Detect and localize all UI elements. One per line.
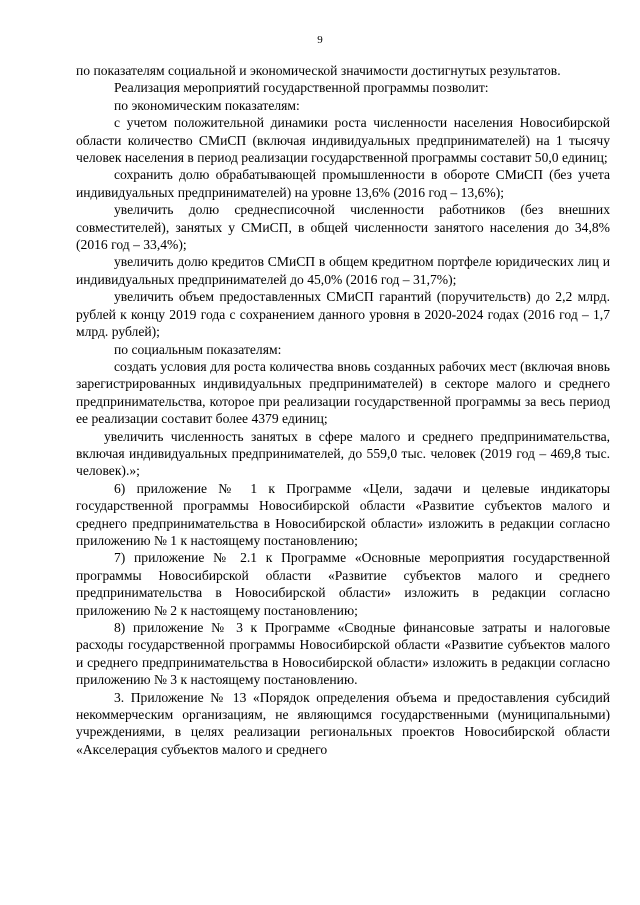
paragraph: увеличить объем предоставленных СМиСП гарантий (поручительств) до 2,2 млрд. рублей к концу 2019 года с сохранением данного уровня в 2020-2024 годах (2016 год – 1,7 млрд. рублей); — [76, 289, 610, 340]
paragraph: увеличить долю среднесписочной численности работников (без внешних совместителей), занятых у СМиСП, в общей численности занятого населения до 34,8% (2016 год – 33,4%); — [76, 202, 610, 253]
paragraph: 6) приложение № 1 к Программе «Цели, задачи и целевые индикаторы государственной программы Новосибирской области «Развитие субъектов малого и среднего предпринимательства в Новосибирской области» изложить в редакции согласно приложению № 1 к настоящему постановлению; — [76, 480, 610, 548]
paragraph: по социальным показателям: — [114, 341, 282, 357]
paragraph: 7) приложение № 2.1 к Программе «Основные мероприятия государственной программы Новосибирской области «Развитие субъектов малого и среднего предпринимательства в Новосибирской области» изложить в редакции согласно приложению № 2 к настоящему постановлению; — [76, 550, 610, 618]
paragraph: увеличить численность занятых в сфере малого и среднего предпринимательства, включая индивидуальных предпринимателей, до 559,0 тыс. человек (2019 год – 469,8 тыс. человек).»; — [76, 428, 610, 479]
paragraph: сохранить долю обрабатывающей промышленности в обороте СМиСП (без учета индивидуальных предпринимателей) на уровне 13,6% (2016 год – 13,6%); — [76, 167, 610, 200]
paragraph: создать условия для роста количества вновь созданных рабочих мест (включая вновь зарегистрированных индивидуальных предпринимателей) в секторе малого и среднего предпринимательства, которое при реализации государственной программы за весь период ее реализации составит более 4379 единиц; — [76, 358, 610, 427]
paragraph: увеличить долю кредитов СМиСП в общем кредитном портфеле юридических лиц и индивидуальных предпринимателей до 45,0% (2016 год – 31,7%); — [76, 254, 610, 287]
paragraph: 8) приложение № 3 к Программе «Сводные финансовые затраты и налоговые расходы государственной программы Новосибирской области «Развитие субъектов малого и среднего предпринимательства в Новосибирской области» изложить в редакции согласно приложению № 3 к настоящему постановлению. — [76, 620, 610, 688]
page-number: 9 — [317, 34, 323, 46]
paragraph: по экономическим показателям: — [114, 97, 300, 113]
document-body — [76, 62, 610, 758]
paragraph: по показателям социальной и экономической значимости достигнутых результатов. — [76, 63, 561, 78]
paragraph: с учетом положительной динамики роста численности населения Новосибирской области количество СМиСП (включая индивидуальных предпринимателей) на 1 тысячу человек населения в период реализации государственной программы составит 50,0 единиц; — [76, 115, 610, 166]
paragraph: Реализация мероприятий государственной программы позволит: — [114, 80, 489, 96]
paragraph: 3. Приложение № 13 «Порядок определения объема и предоставления субсидий некоммерческим организациям, не являющимся государственными (муниципальными) учреждениями, в целях реализации региональных проектов Новосибирской области «Акселерация субъектов малого и среднего — [76, 689, 610, 757]
